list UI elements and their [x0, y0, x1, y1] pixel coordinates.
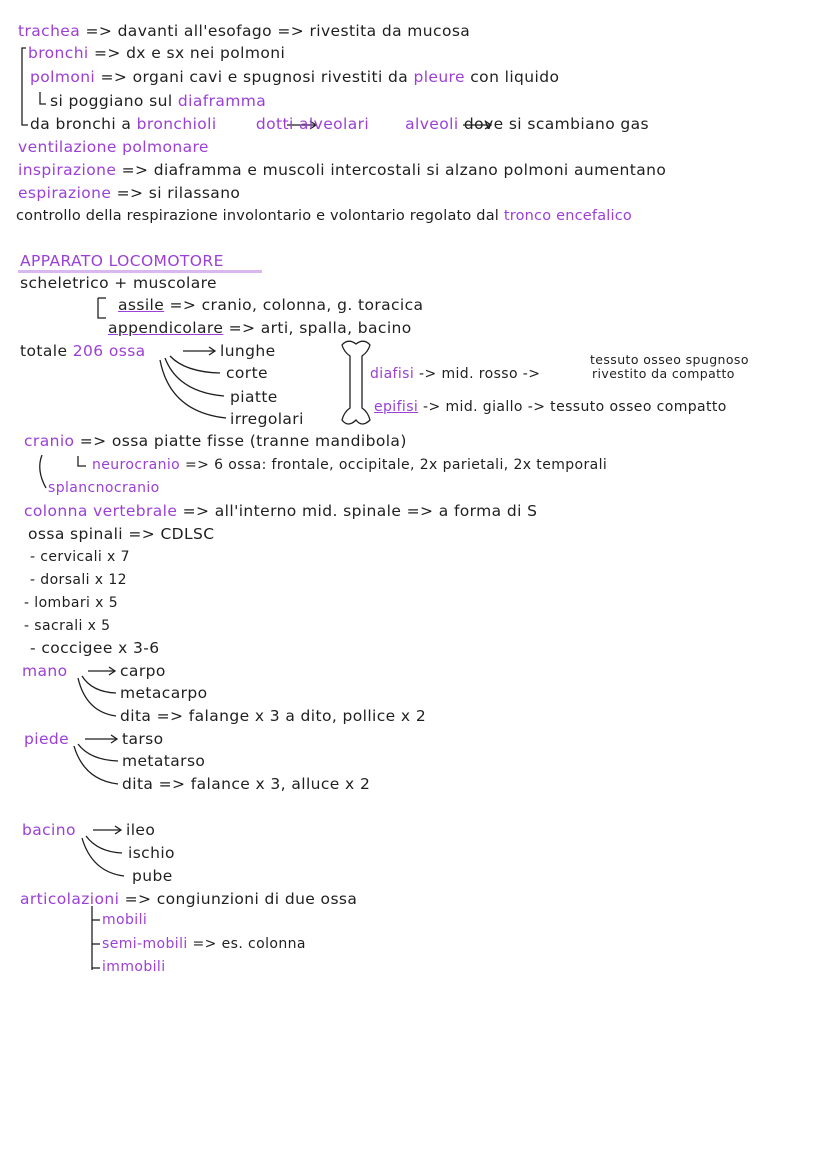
text-epifisi: -> mid. giallo -> tessuto osseo compatto	[418, 399, 727, 415]
term-epifisi: epifisi	[374, 399, 419, 415]
line-articolazioni	[20, 892, 357, 908]
line-scheletrico: scheletrico + muscolare	[20, 274, 217, 292]
line-bronchioli	[30, 117, 649, 133]
term-cranio: cranio	[24, 432, 75, 450]
term-diaframma: diaframma	[177, 92, 267, 110]
line-cranio	[24, 434, 407, 450]
bacino-pube: pube	[132, 867, 173, 885]
line-controllo	[16, 209, 632, 224]
art-mobili: mobili	[102, 912, 148, 928]
line-ossa-spinali: ossa spinali => CDLSC	[28, 525, 215, 543]
term-inspirazione: inspirazione	[18, 161, 117, 179]
text-articolazioni: => congiunzioni di due ossa	[119, 890, 358, 908]
text-trachea: => davanti all'esofago => rivestita da mucosa	[80, 22, 471, 40]
bone-type-irregolari: irregolari	[230, 410, 304, 428]
term-espirazione: espirazione	[18, 184, 112, 202]
term-pleure: pleure	[413, 68, 465, 86]
piede-dita: dita => falance x 3, alluce x 2	[122, 775, 371, 793]
mano-dita: dita => falange x 3 a dito, pollice x 2	[120, 707, 427, 725]
term-appendicolare: appendicolare	[108, 319, 224, 337]
text-espirazione: => si rilassano	[111, 184, 241, 202]
text-bronchi: => dx e sx nei polmoni	[88, 44, 286, 62]
bone-type-piatte: piatte	[230, 388, 278, 406]
text-appendicolare: => arti, spalla, bacino	[223, 319, 412, 337]
text-cranio: => ossa piatte fisse (tranne mandibola)	[74, 432, 407, 450]
term-bronchioli: bronchioli	[136, 115, 217, 133]
vertebra-cervicali: - cervicali x 7	[30, 549, 130, 565]
term-dotti: dotti alveolari	[250, 115, 370, 133]
piede-metatarso: metatarso	[122, 752, 206, 770]
bone-type-corte: corte	[226, 364, 268, 382]
term-206-ossa: 206 ossa	[72, 342, 146, 360]
text-scambiano: dove si scambiano gas	[458, 115, 650, 133]
line-semi-mobili	[102, 937, 306, 951]
term-bacino: bacino	[22, 821, 76, 839]
vertebra-dorsali: - dorsali x 12	[30, 572, 127, 588]
art-semi-mobili: semi-mobili	[102, 936, 188, 952]
vertebra-coccigee: - coccigee x 3-6	[30, 639, 160, 657]
line-assile	[118, 298, 423, 314]
line-neurocranio	[92, 458, 607, 472]
term-piede: piede	[24, 730, 70, 748]
bacino-ischio: ischio	[128, 844, 175, 862]
heading-apparato: APPARATO LOCOMOTORE	[20, 252, 224, 270]
art-immobili: immobili	[102, 959, 166, 975]
text-assile: => cranio, colonna, g. toracica	[164, 296, 424, 314]
term-mano: mano	[22, 662, 68, 680]
line-diaframma	[50, 94, 266, 110]
text-semi-mobili: => es. colonna	[187, 936, 306, 952]
text-inspirazione: => diaframma e muscoli intercostali si alzano polmoni aumentano	[116, 161, 667, 179]
text-diafisi: -> mid. rosso ->	[414, 366, 541, 382]
line-diafisi	[370, 367, 540, 381]
line-bronchi	[28, 46, 285, 62]
line-inspirazione	[18, 163, 666, 179]
term-bronchi: bronchi	[28, 44, 89, 62]
term-neurocranio: neurocranio	[92, 457, 181, 473]
term-colonna: colonna vertebrale	[24, 502, 178, 520]
line-polmoni	[30, 70, 559, 86]
term-polmoni: polmoni	[30, 68, 96, 86]
text-totale: totale	[20, 342, 73, 360]
vertebra-lombari: - lombari x 5	[24, 595, 118, 611]
line-ventilazione: ventilazione polmonare	[18, 138, 209, 156]
term-diafisi: diafisi	[370, 366, 415, 382]
term-tronco: tronco encefalico	[503, 208, 632, 224]
mano-carpo: carpo	[120, 662, 166, 680]
text-rivestito: rivestito da compatto	[592, 366, 735, 381]
vertebra-sacrali: - sacrali x 5	[24, 618, 111, 634]
term-articolazioni: articolazioni	[20, 890, 120, 908]
bacino-ileo: ileo	[126, 821, 156, 839]
text-da-bronchi: da bronchi a	[30, 115, 137, 133]
term-trachea: trachea	[18, 22, 81, 40]
line-trachea	[18, 24, 470, 40]
term-splancnocranio: splancnocranio	[48, 480, 160, 496]
term-alveoli: alveoli	[405, 115, 459, 133]
text-controllo: controllo della respirazione involontario e volontario regolato dal	[16, 208, 504, 224]
text-spugnoso: tessuto osseo spugnoso	[590, 352, 749, 367]
bone-type-lunghe: lunghe	[220, 342, 276, 360]
text-polmoni-a: => organi cavi e spugnosi rivestiti da	[95, 68, 414, 86]
line-epifisi	[374, 400, 727, 414]
line-espirazione	[18, 186, 240, 202]
line-colonna	[24, 504, 537, 520]
text-poggiano: si poggiano sul	[50, 92, 178, 110]
text-polmoni-b: con liquido	[464, 68, 560, 86]
line-totale	[20, 344, 146, 360]
piede-tarso: tarso	[122, 730, 164, 748]
term-assile: assile	[118, 296, 165, 314]
mano-metacarpo: metacarpo	[120, 684, 208, 702]
text-colonna: => all'interno mid. spinale => a forma di S	[177, 502, 538, 520]
heading-underline	[18, 270, 262, 273]
line-appendicolare	[108, 321, 412, 337]
text-neurocranio: => 6 ossa: frontale, occipitale, 2x parietali, 2x temporali	[180, 457, 608, 473]
